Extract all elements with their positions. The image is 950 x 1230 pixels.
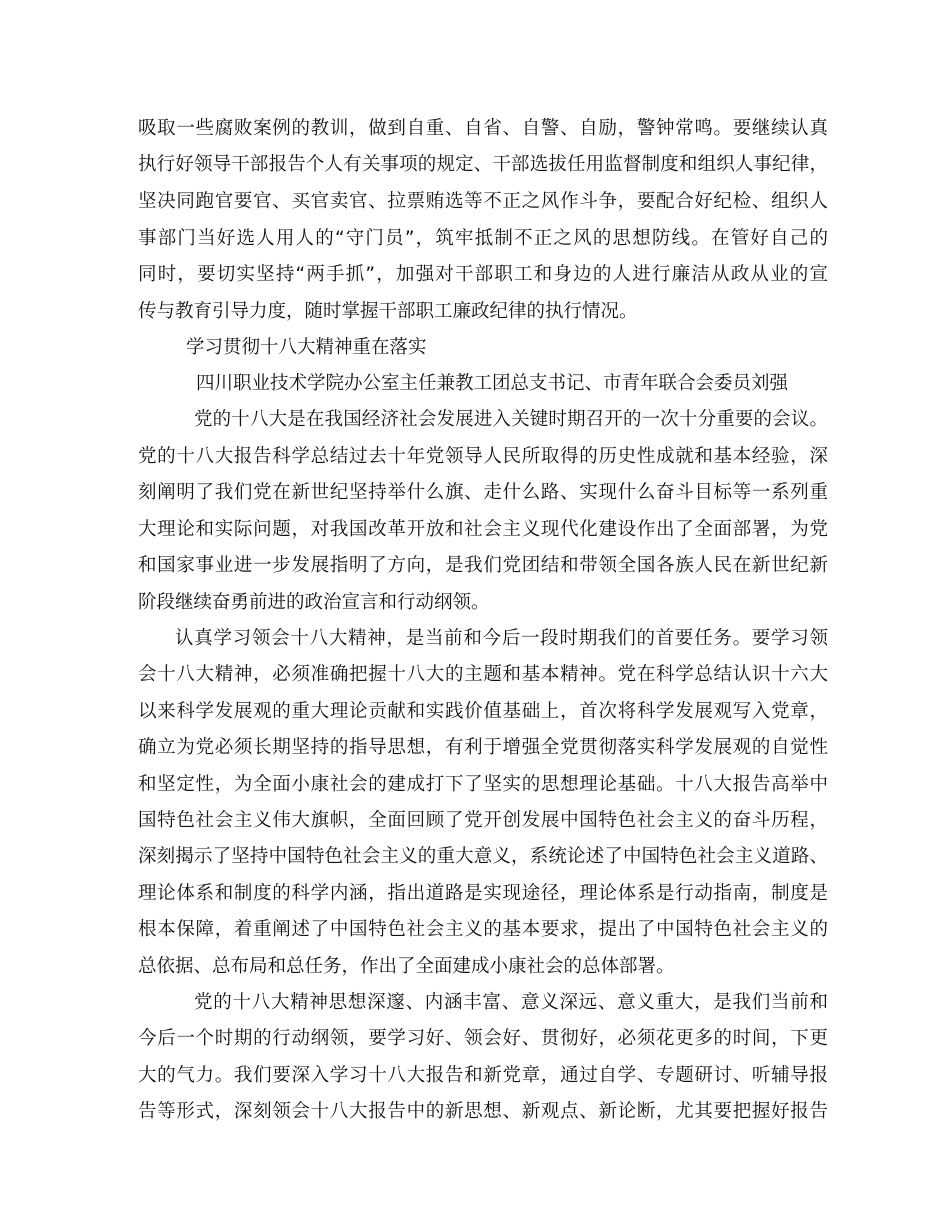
paragraph-line: 刻阐明了我们党在新世纪坚持举什么旗、走什么路、实现什么奋斗目标等一系列重	[138, 482, 828, 503]
paragraph-line: 阶段继续奋勇前进的政治宣言和行动纲领。	[138, 592, 490, 613]
paragraph-line: 党的十八大精神思想深邃、内涵丰富、意义深远、意义重大，是我们当前和	[194, 992, 828, 1013]
paragraph-line: 党的十八大报告科学总结过去十年党领导人民所取得的历史性成就和基本经验，深	[138, 446, 828, 467]
paragraph-line: 认真学习领会十八大精神，是当前和今后一段时期我们的首要任务。要学习领	[175, 628, 828, 649]
paragraph-line: 传与教育引导力度，随时掌握干部职工廉政纪律的执行情况。	[138, 301, 638, 322]
paragraph-line: 坚决同跑官要官、买官卖官、拉票贿选等不正之风作斗争，要配合好纪检、组织人	[138, 191, 828, 212]
paragraph-line: 执行好领导干部报告个人有关事项的规定、干部选拔任用监督制度和组织人事纪律，	[138, 154, 828, 175]
paragraph-line: 吸取一些腐败案例的教训，做到自重、自省、自警、自励，警钟常鸣。要继续认真	[138, 118, 828, 139]
paragraph-line: 党的十八大是在我国经济社会发展进入关键时期召开的一次十分重要的会议。	[194, 409, 828, 430]
paragraph-line: 告等形式，深刻领会十八大报告中的新思想、新观点、新论断，尤其要把握好报告	[138, 1101, 828, 1122]
paragraph-line: 大的气力。我们要深入学习十八大报告和新党章，通过自学、专题研讨、听辅导报	[138, 1065, 828, 1086]
paragraph-line: 确立为党必须长期坚持的指导思想，有利于增强全党贯彻落实科学发展观的自觉性	[138, 737, 828, 758]
paragraph-line: 事部门当好选人用人的“守门员”，筑牢抵制不正之风的思想防线。在管好自己的	[138, 228, 828, 249]
article-title: 学习贯彻十八大精神重在落实	[186, 337, 427, 358]
paragraph-line: 总依据、总布局和总任务，作出了全面建成小康社会的总体部署。	[138, 956, 675, 977]
paragraph-line: 以来科学发展观的重大理论贡献和实践价值基础上，首次将科学发展观写入党章，	[138, 701, 828, 722]
paragraph-line: 同时，要切实坚持“两手抓”，加强对干部职工和身边的人进行廉洁从政从业的宣	[138, 264, 828, 285]
paragraph-line: 和坚定性，为全面小康社会的建成打下了坚实的思想理论基础。十八大报告高举中	[138, 774, 828, 795]
paragraph-line: 会十八大精神，必须准确把握十八大的主题和基本精神。党在科学总结认识十六大	[138, 664, 828, 685]
paragraph-line: 根本保障，着重阐述了中国特色社会主义的基本要求，提出了中国特色社会主义的	[138, 919, 828, 940]
paragraph-line: 大理论和实际问题，对我国改革开放和社会主义现代化建设作出了全面部署，为党	[138, 519, 828, 540]
paragraph-line: 深刻揭示了坚持中国特色社会主义的重大意义，系统论述了中国特色社会主义道路、	[138, 846, 828, 867]
paragraph-line: 今后一个时期的行动纲领，要学习好、领会好、贯彻好，必须花更多的时间，下更	[138, 1028, 828, 1049]
paragraph-line: 和国家事业进一步发展指明了方向，是我们党团结和带领全国各族人民在新世纪新	[138, 555, 828, 576]
author-byline: 四川职业技术学院办公室主任兼教工团总支书记、市青年联合会委员刘强	[196, 373, 789, 394]
paragraph-line: 国特色社会主义伟大旗帜，全面回顾了党开创发展中国特色社会主义的奋斗历程，	[138, 810, 828, 831]
paragraph-line: 理论体系和制度的科学内涵，指出道路是实现途径，理论体系是行动指南，制度是	[138, 883, 828, 904]
